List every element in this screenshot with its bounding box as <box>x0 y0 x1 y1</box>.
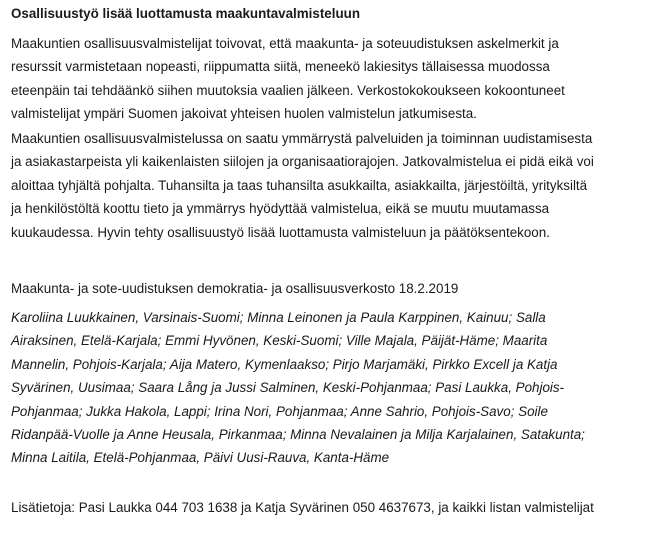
paragraph-1-line: eteenpäin tai tehdäänkö siihen muutoksia vaalien jälkeen. Verkostokokoukseen kokoontuneet <box>11 82 565 98</box>
paragraph-1-line: valmistelijat ympäri Suomen jakoivat yhteisen huolen valmistelun jatkumisesta. <box>11 106 477 122</box>
paragraph-2-line: kuukaudessa. Hyvin tehty osallisuustyö lisää luottamusta valmisteluun ja päätöksentekoon. <box>11 224 550 240</box>
paragraph-2-line: aloittaa tyhjältä pohjalta. Tuhansilta ja taas tuhansilta asukkailta, asiakkailta, järjestöiltä, yrityksiltä <box>11 177 588 193</box>
signatories-line: Karoliina Luukkainen, Varsinais-Suomi; Minna Leinonen ja Paula Karppinen, Kainuu; Salla <box>11 310 546 325</box>
paragraph-1 <box>11 32 645 126</box>
signatories-line: Syvärinen, Uusimaa; Saara Lång ja Jussi Salminen, Keski-Pohjanmaa; Pasi Laukka, Pohjois- <box>11 380 565 396</box>
signatories-line: Minna Laitila, Etelä-Pohjanmaa, Päivi Uusi-Rauva, Kanta-Häme <box>11 450 390 466</box>
paragraph-2-line: Maakuntien osallisuusvalmistelussa on saatu ymmärrystä palveluiden ja toiminnan uudistamisesta <box>11 131 593 146</box>
signatories-line: Airaksinen, Etelä-Karjala; Emmi Hyvönen, Keski-Suomi; Ville Majala, Päijät-Häme; Maarita <box>11 333 548 349</box>
contact-info: Lisätietoja: Pasi Laukka 044 703 1638 ja Katja Syvärinen 050 4637673, ja kaikki listan valmistelijat <box>11 500 594 515</box>
document-title: Osallisuustyö lisää luottamusta maakuntavalmisteluun <box>11 6 361 21</box>
paragraph-2-line: ja asiakastarpeista yli kaikenlaisten siilojen ja organisaatiorajojen. Jatkovalmistelua ei pidä eikä voi <box>11 154 594 170</box>
paragraph-1-line: resurssit varmistetaan nopeasti, riippumatta siitä, meneekö lakiesitys tällaisessa muodossa <box>11 59 550 75</box>
signatories-line: Mannelin, Pohjois-Karjala; Aija Matero, Kymenlaakso; Pirjo Marjamäki, Pirkko Excell ja Katja <box>11 356 558 372</box>
paragraph-2 <box>11 127 645 244</box>
signatories-line: Ridanpää-Vuolle ja Anne Heusala, Pirkanmaa; Minna Nevalainen ja Milja Karjalainen, Satakunta; <box>11 427 585 443</box>
paragraph-2-line: ja henkilöstöltä koottu tieto ja ymmärrys hyödyttää valmistelua, eikä se muutu muutamassa <box>11 201 550 217</box>
signature-line: Maakunta- ja sote-uudistuksen demokratia- ja osallisuusverkosto 18.2.2019 <box>11 281 459 296</box>
signatories-line: Pohjanmaa; Jukka Hakola, Lappi; Irina Nori, Pohjanmaa; Anne Sahrio, Pohjois-Savo; Soile <box>11 403 548 419</box>
paragraph-1-line: Maakuntien osallisuusvalmistelijat toivovat, että maakunta- ja soteuudistuksen askelmerkit ja <box>11 36 559 51</box>
signatories-list <box>11 306 645 470</box>
